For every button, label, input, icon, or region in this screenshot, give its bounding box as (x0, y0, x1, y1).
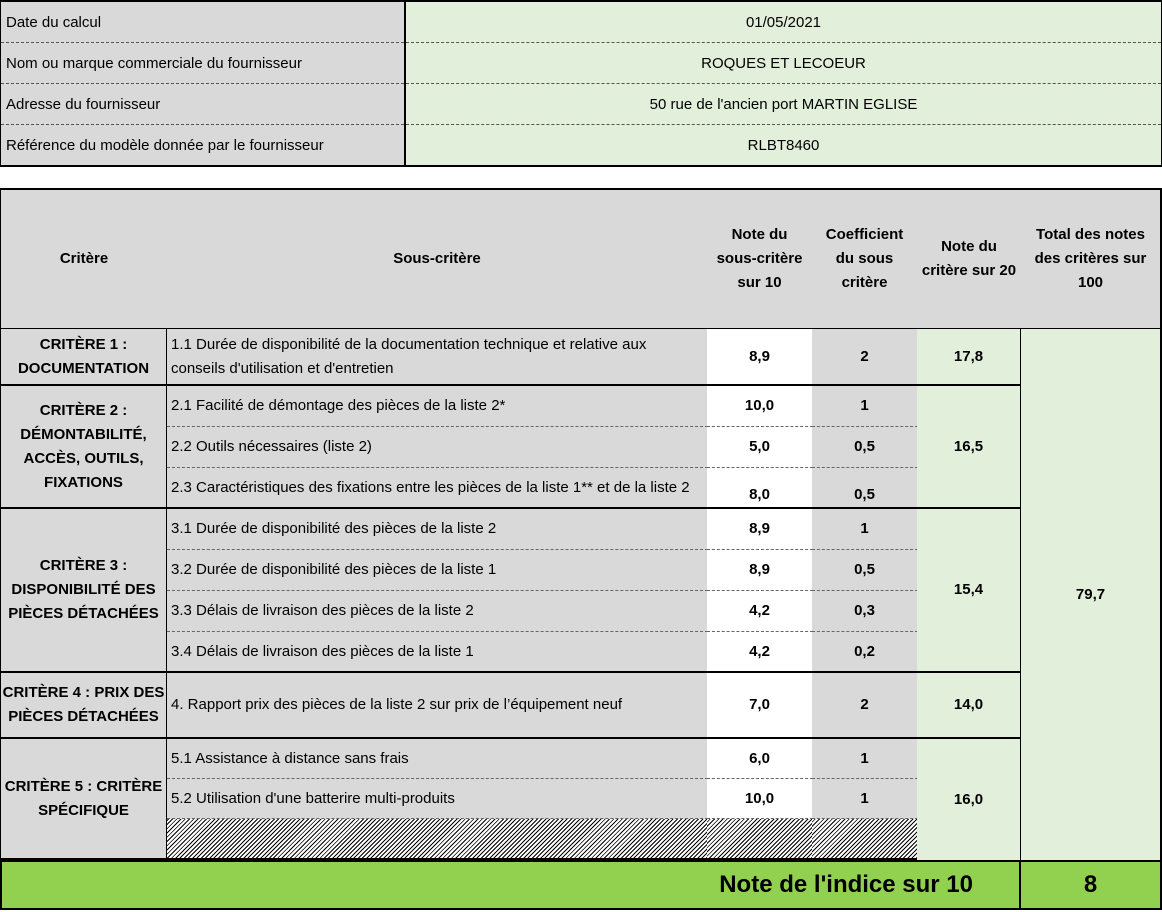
sub-criterion-label: 2.2 Outils nécessaires (liste 2) (167, 427, 708, 468)
index-label: Note de l'indice sur 10 (0, 860, 1021, 910)
header-note-critere: Note du critère sur 20 (917, 188, 1022, 329)
sub-criterion-note[interactable]: 8,9 (707, 550, 813, 591)
criterion-3-score: 15,4 (917, 509, 1022, 673)
footer-row (0, 860, 1162, 910)
sub-criterion-coef: 2 (812, 673, 918, 739)
sub-criterion-note[interactable]: 8,9 (707, 509, 813, 550)
hatched-empty-cell (707, 819, 813, 860)
sub-criterion-note[interactable]: 8,0 (707, 468, 813, 509)
criterion-2-score: 16,5 (917, 386, 1022, 509)
criterion-4-name: CRITÈRE 4 : PRIX DES PIÈCES DÉTACHÉES (0, 671, 168, 739)
sub-criterion-label: 2.3 Caractéristiques des fixations entre les pièces de la liste 1** et de la liste 2 (167, 468, 708, 509)
sub-criterion-label: 5.1 Assistance à distance sans frais (167, 739, 708, 779)
sub-criterion-coef: 1 (812, 386, 918, 427)
score-grid (0, 188, 1162, 860)
info-row (1, 1, 1162, 43)
info-value[interactable]: RLBT8460 (405, 125, 1162, 167)
sub-criterion-label: 3.1 Durée de disponibilité des pièces de la liste 2 (167, 509, 708, 550)
sub-criterion-coef: 1 (812, 779, 918, 819)
criterion-1-score: 17,8 (917, 329, 1022, 386)
sub-criterion-note[interactable]: 8,9 (707, 329, 813, 386)
criterion-5-name: CRITÈRE 5 : CRITÈRE SPÉCIFIQUE (0, 737, 168, 860)
sub-criterion-label: 4. Rapport prix des pièces de la liste 2 sur prix de l’équipement neuf (167, 673, 708, 739)
sub-criterion-label: 5.2 Utilisation d'une batterire multi-produits (167, 779, 708, 819)
sub-criterion-note[interactable]: 4,2 (707, 632, 813, 673)
info-label: Référence du modèle donnée par le fournisseur (1, 125, 406, 167)
info-value[interactable]: 01/05/2021 (405, 1, 1162, 43)
criterion-3-name: CRITÈRE 3 : DISPONIBILITÉ DES PIÈCES DÉTACHÉES (0, 507, 168, 673)
info-value[interactable]: 50 rue de l'ancien port MARTIN EGLISE (405, 84, 1162, 125)
sub-criterion-note[interactable]: 6,0 (707, 739, 813, 779)
total-score-100: 79,7 (1021, 329, 1162, 860)
info-label: Adresse du fournisseur (1, 84, 406, 125)
criterion-1-name: CRITÈRE 1 : DOCUMENTATION (0, 328, 168, 386)
sub-criterion-coef: 0,3 (812, 591, 918, 632)
sub-criterion-label: 1.1 Durée de disponibilité de la documentation technique et relative aux conseils d'utilisation et d'entretien (167, 329, 708, 386)
sub-criterion-label: 2.1 Facilité de démontage des pièces de la liste 2* (167, 386, 708, 427)
supplier-info-table (0, 0, 1162, 167)
info-label: Date du calcul (1, 1, 406, 43)
header-critere: Critère (0, 188, 168, 329)
sub-criterion-note[interactable]: 5,0 (707, 427, 813, 468)
hatched-empty-cell (167, 819, 708, 860)
sub-criterion-label: 3.2 Durée de disponibilité des pièces de la liste 1 (167, 550, 708, 591)
sub-criterion-coef: 2 (812, 329, 918, 386)
sub-criterion-label: 3.3 Délais de livraison des pièces de la liste 2 (167, 591, 708, 632)
sub-criterion-coef: 0,5 (812, 427, 918, 468)
header-sous-critere: Sous-critère (167, 188, 708, 329)
hatched-empty-cell (812, 819, 918, 860)
criterion-5-score: 16,0 (917, 739, 1022, 860)
sub-criterion-coef: 0,5 (812, 550, 918, 591)
sub-criterion-note[interactable]: 7,0 (707, 673, 813, 739)
info-label: Nom ou marque commerciale du fournisseur (1, 43, 406, 84)
sub-criterion-coef: 1 (812, 509, 918, 550)
sub-criterion-coef: 0,2 (812, 632, 918, 673)
info-row (1, 84, 1162, 125)
header-coefficient: Coefficient du sous critère (812, 188, 918, 329)
sub-criterion-note[interactable]: 4,2 (707, 591, 813, 632)
sub-criterion-coef: 0,5 (812, 468, 918, 509)
criterion-2-name: CRITÈRE 2 : DÉMONTABILITÉ, ACCÈS, OUTILS, FIXATIONS (0, 384, 168, 509)
criterion-4-score: 14,0 (917, 673, 1022, 739)
sub-criterion-note[interactable]: 10,0 (707, 779, 813, 819)
sub-criterion-coef: 1 (812, 739, 918, 779)
info-row (1, 43, 1162, 84)
sub-criterion-label: 3.4 Délais de livraison des pièces de la liste 1 (167, 632, 708, 673)
info-row (1, 125, 1162, 167)
sub-criterion-note[interactable]: 10,0 (707, 386, 813, 427)
index-value: 8 (1019, 860, 1162, 910)
header-note-sous-critere: Note du sous-critère sur 10 (707, 188, 813, 329)
header-total: Total des notes des critères sur 100 (1021, 188, 1162, 329)
info-value[interactable]: ROQUES ET LECOEUR (405, 43, 1162, 84)
